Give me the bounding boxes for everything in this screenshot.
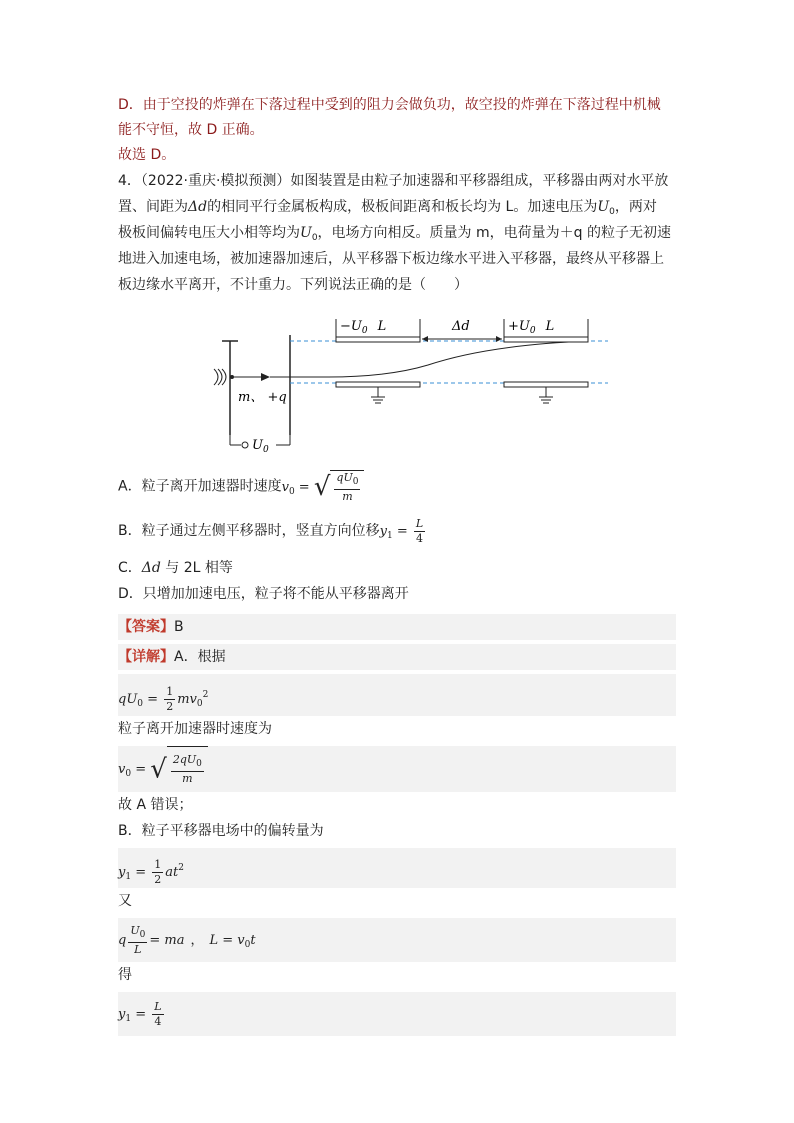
question-4-line5: 板边缘水平离开，不计重力。下列说法正确的是（ ）	[118, 277, 468, 293]
particle-dot	[230, 375, 234, 379]
formula-result: $y_1$ = $\frac{L}{4}$	[118, 992, 676, 1036]
left-plate-voltage-label: $-U_0$ L	[340, 319, 387, 336]
a-wrong-text: 故 A 错误；	[118, 797, 193, 813]
delta-d-label: Δd	[452, 319, 470, 334]
formula-energy: $qU_0$ = $\frac{1}{2}$ $mv_0^2$	[118, 674, 676, 716]
speed-text: 粒子离开加速器时速度为	[118, 721, 272, 737]
question-4-line1: 4．（2022·重庆·模拟预测）如图装置是由粒子加速器和平移器组成，平移器由两对水平放	[118, 173, 669, 189]
arrow-icon	[261, 373, 270, 381]
option-a: A．粒子离开加速器时速度$v_0$ = √ $\frac{qU_0}{m}$	[118, 470, 364, 507]
question-4-line2: 置、间距为Δd的相同平行金属板构成，极板间距离和板长均为 L。加速电压为$U_0$，两对	[118, 199, 657, 217]
trajectory-curve	[270, 341, 588, 377]
right-plate-voltage-label: $+U_0$ L	[508, 319, 555, 336]
particle-label: m、 +q	[238, 390, 287, 405]
answer-line: 【答案】B	[118, 614, 676, 640]
terminal-icon	[242, 442, 248, 448]
accelerator-shifter-diagram	[208, 317, 608, 452]
option-d: D．只增加加速电压，粒子将不能从平移器离开	[118, 586, 409, 602]
right-bottom-plate	[504, 382, 588, 387]
formula-deflection: $y_1$ = $\frac{1}{2}$ $at^2$	[118, 848, 676, 888]
question-4-line4: 地进入加速电场，被加速器加速后，从平移器下板边缘水平进入平移器，最终从平移器上	[118, 251, 664, 267]
b-intro-text: B．粒子平移器电场中的偏转量为	[118, 823, 324, 839]
detail-line: 【详解】A．根据	[118, 644, 676, 670]
accelerating-voltage-label: $U_0$	[252, 438, 269, 452]
answer-section	[118, 610, 676, 1036]
choose-answer-line: 故选 D。	[118, 147, 176, 163]
left-bottom-plate	[336, 382, 420, 387]
left-top-plate	[336, 337, 420, 342]
right-top-plate	[504, 337, 588, 342]
question-4-line3: 极板间偏转电压大小相等均为$U_0$，电场方向相反。质量为 m，电荷量为＋q 的粒子无初速	[118, 225, 671, 243]
also-text: 又	[118, 893, 132, 909]
option-d-explanation-line1: D．由于空投的炸弹在下落过程中受到的阻力会做负功，故空投的炸弹在下落过程中机械	[118, 97, 661, 113]
source-icon	[214, 369, 218, 385]
formula-speed: $v_0$ = √ $\frac{2qU_0}{m}$	[118, 746, 676, 792]
get-text: 得	[118, 967, 132, 983]
option-b: B．粒子通过左侧平移器时，竖直方向位移$y_1$ = $\frac{L}{4}$	[118, 517, 424, 545]
option-c: C．Δd 与 2L 相等	[118, 560, 233, 576]
formula-force: q $\frac{U_0}{L}$ = ma ， $L = v_0t$	[118, 918, 676, 962]
option-d-explanation-line2: 能不守恒，故 D 正确。	[118, 122, 264, 138]
